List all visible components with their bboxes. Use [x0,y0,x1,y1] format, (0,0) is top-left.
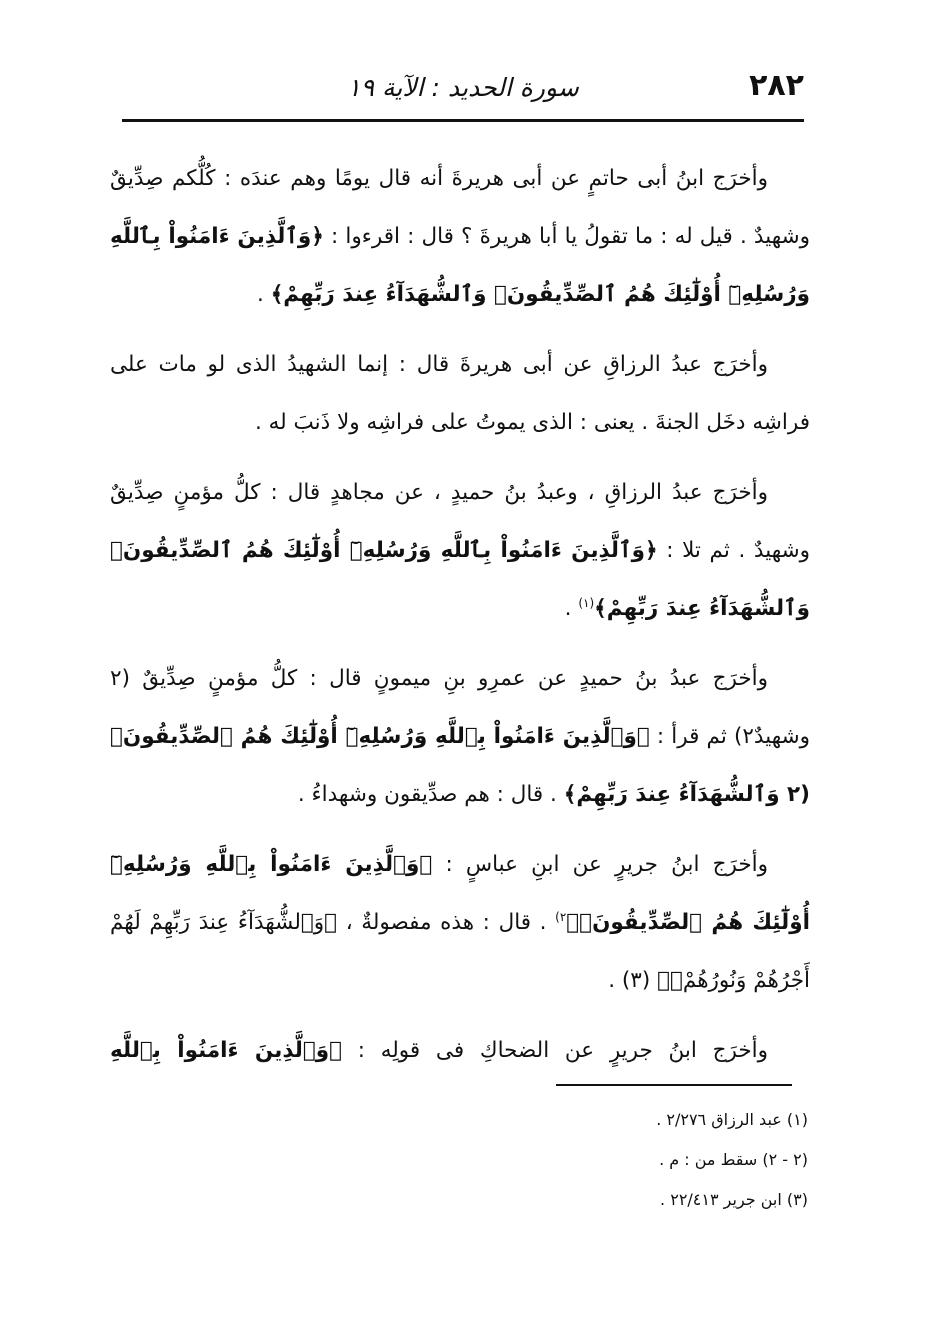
paragraph-text: وأخرَج عبدُ بنُ حميدٍ عن عمرِو بنِ ميمونٍ قال : كلُّ مؤمنٍ صِدِّيقٌ (٢ وشهيدٌ٢) ثم قرأ : [110,666,810,749]
page-number: ٢٨٢ [749,68,804,103]
footnote: (٢ - ٢) سقط من : م . [659,1150,808,1169]
paragraph-text: . قال : هذه مفصولةٌ ، ﴿وَٱلشُّهَدَآءُ عِندَ رَبِّهِمْ لَهُمْ أَجْرُهُمْ وَنُورُهُمْۖ﴾ (٣) . [110,910,810,993]
paragraph-text: وأخرَج ابنُ جريرٍ عن ابنِ عباسٍ : [432,852,768,877]
paragraph [110,150,810,324]
running-title: سورة الحديد : الآية ١٩ [347,73,579,102]
paragraph [110,336,810,452]
body-text [110,150,810,1070]
paragraph-text: . قال : هم صدِّيقون وشهداءُ . [297,782,564,807]
header-rule [122,119,804,122]
paragraph [110,650,810,824]
paragraph-text: وأخرَج ابنُ جريرٍ عن الضحاكِ فى قولِه : [342,1038,768,1063]
footnote-rule [556,1084,792,1086]
paragraph [110,836,810,1010]
quran-verse: ﴿وَٱلَّذِينَ ءَامَنُواْ بِٱللَّهِ وَرُسُلِهِۦٓ أُوْلَٰٓئِكَ هُمُ ٱلصِّدِّيقُونَۖ (٢ وَٱلشُّهَدَآءُ عِندَ رَبِّهِمْ﴾ [110,724,810,807]
quran-verse: ﴿وَٱلَّذِينَ ءَامَنُواْ بِٱللَّهِ وَرُسُلِهِۦٓ أُوْلَٰٓئِكَ هُمُ ٱلصِّدِّيقُونَۖ وَٱلشُّهَدَآءُ عِندَ رَبِّهِمْ﴾ [110,538,810,621]
paragraph-text: وأخرَج عبدُ الرزاقِ عن أبى هريرةَ قال : إنما الشهيدُ الذى لو مات على فراشِه دخَل الجنةَ . يعنى : الذى يموتُ على فراشِه ولا ذَنبَ له . [110,352,810,435]
paragraph-text: . [257,282,271,307]
footnote-ref: ٢) [555,909,567,924]
paragraph-text: . [564,596,579,621]
quran-verse: ﴿وَٱلَّذِينَ ءَامَنُواْ بِٱللَّهِ وَرُسُلِهِۦٓ أُوْلَٰٓئِكَ هُمُ ٱلصِّدِّيقُونَۖ﴾ [110,852,810,935]
paragraph-text: وأخرَج ابنُ أبى حاتمٍ عن أبى هريرةَ أنه قال يومًا وهم عندَه : كُلُّكم صِدِّيقٌ وشهيدٌ . قيل له : ما تقولُ يا أبا هريرةَ ؟ قال : اقرءوا : [110,166,810,249]
page-header [122,66,804,122]
paragraph [110,1022,810,1070]
paragraph-text: وأخرَج عبدُ الرزاقِ ، وعبدُ بنُ حميدٍ ، عن مجاهدٍ قال : كلُّ مؤمنٍ صِدِّيقٌ وشهيدٌ . ثم تلا : [110,480,810,563]
footnote-ref: (١) [578,595,595,610]
quran-verse: ﴿وَٱلَّذِينَ ءَامَنُواْ بِٱللَّهِ [110,1038,343,1063]
footnote: (٣) ابن جرير ٢٢/٤١٣ . [660,1190,808,1209]
paragraph [110,464,810,638]
footnotes [408,1100,808,1220]
footnote: (١) عبد الرزاق ٢/٢٧٦ . [656,1110,808,1129]
quran-verse: ﴿وَٱلَّذِينَ ءَامَنُواْ بِٱللَّهِ وَرُسُلِهِۦٓ أُوْلَٰٓئِكَ هُمُ ٱلصِّدِّيقُونَۖ وَٱلشُّهَدَآءُ عِندَ رَبِّهِمْ﴾ [110,224,810,307]
